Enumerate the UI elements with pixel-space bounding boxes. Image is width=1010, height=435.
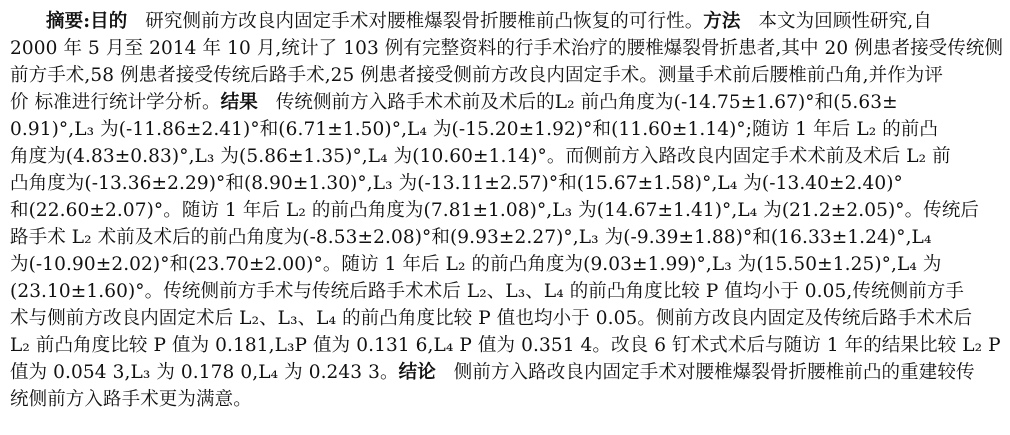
abstract-line bbox=[10, 359, 1000, 386]
abstract-text: 值为 0.054 3,L₃ 为 0.178 0,L₄ 为 0.243 3。 bbox=[10, 362, 399, 383]
abstract-line: 术与侧前方改良内固定术后 L₂、L₃、L₄ 的前凸角度比较 P 值也均小于 0.05。侧前方改良内固定及传统后路手术术后 bbox=[10, 308, 973, 329]
abstract-line: 为(-10.90±2.02)°和(23.70±2.00)°。随访 1 年后 L₂ 的前凸角度为(9.03±1.99)°,L₃ 为(15.50±1.25)°,L₄ 为 bbox=[10, 254, 942, 275]
abstract-text: 价 标准进行统计学分析。 bbox=[10, 92, 221, 113]
abstract-line: 前方手术,58 例患者接受传统后路手术,25 例患者接受侧前方改良内固定手术。测量手术前后腰椎前凸角,并作为评 bbox=[10, 65, 943, 86]
abstract-line: 凸角度为(-13.36±2.29)°和(8.90±1.30)°,L₃ 为(-13.11±2.57)°和(15.67±1.58)°,L₄ 为(-13.40±2.40)° bbox=[10, 173, 903, 194]
abstract-text: 研究侧前方改良内固定手术对腰椎爆裂骨折腰椎前凸恢复的可行性。 bbox=[127, 11, 704, 32]
abstract-line: (23.10±1.60)°。传统侧前方手术与传统后路手术术后 L₂、L₃、L₄ 的前凸角度比较 P 值均小于 0.05,传统侧前方手 bbox=[10, 281, 964, 302]
abstract-line: 2000 年 5 月至 2014 年 10 月,统计了 103 例有完整资料的行手术治疗的腰椎爆裂骨折患者,其中 20 例患者接受传统侧 bbox=[10, 38, 1004, 59]
abstract-line: 角度为(4.83±0.83)°,L₃ 为(5.86±1.35)°,L₄ 为(10.60±1.14)°。而侧前方入路改良内固定手术术前及术后 L₂ 前 bbox=[10, 146, 951, 167]
heading-objective: 摘要:目的 bbox=[46, 11, 128, 32]
abstract-text: 传统侧前方入路手术术前及术后的L₂ 前凸角度为(-14.75±1.67)°和(5.63± bbox=[257, 92, 898, 113]
abstract-line bbox=[10, 89, 1000, 116]
abstract-paragraph bbox=[10, 8, 1004, 413]
heading-methods: 方法 bbox=[703, 11, 741, 32]
abstract-line bbox=[10, 8, 1000, 35]
abstract-line: 和(22.60±2.07)°。随访 1 年后 L₂ 的前凸角度为(7.81±1.08)°,L₃ 为(14.67±1.41)°,L₄ 为(21.2±2.05)°。传统后 bbox=[10, 200, 980, 221]
heading-results: 结果 bbox=[220, 92, 258, 113]
abstract-text: 侧前方入路改良内固定手术对腰椎爆裂骨折腰椎前凸的重建较传 bbox=[435, 362, 975, 383]
abstract-line: 统侧前方入路手术更为满意。 bbox=[10, 389, 252, 410]
abstract-line: L₂ 前凸角度比较 P 值为 0.181,L₃P 值为 0.131 6,L₄ P 值为 0.351 4。改良 6 钉术式术后与随访 1 年的结果比较 L₂ P bbox=[10, 335, 1001, 356]
heading-conclusion: 结论 bbox=[398, 362, 436, 383]
abstract-text: 本文为回顾性研究,自 bbox=[740, 11, 932, 32]
abstract-line: 0.91)°,L₃ 为(-11.86±2.41)°和(6.71±1.50)°,L₄ 为(-15.20±1.92)°和(11.60±1.14)°;随访 1 年后 L₂ 的前凸 bbox=[10, 119, 938, 140]
abstract-line: 路手术 L₂ 术前及术后的前凸角度为(-8.53±2.08)°和(9.93±2.27)°,L₃ 为(-9.39±1.88)°和(16.33±1.24)°,L₄ bbox=[10, 227, 932, 248]
